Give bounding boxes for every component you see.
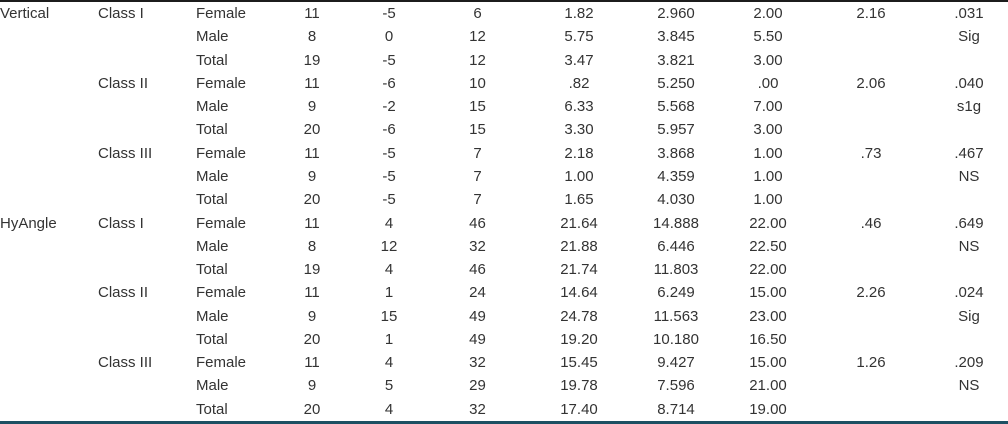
cell-n: 11 xyxy=(304,74,320,92)
cell-n: 20 xyxy=(303,330,321,348)
cell-n: 19 xyxy=(303,51,321,69)
cell-p-value: NS xyxy=(958,167,980,185)
cell-maximum: 24 xyxy=(469,284,486,302)
cell-t-value xyxy=(812,374,930,397)
table-row xyxy=(0,95,1008,118)
cell-std-deviation: 2.960 xyxy=(657,5,695,23)
cell-class-label: Class II xyxy=(98,74,149,92)
cell-median: 15.00 xyxy=(749,284,787,302)
cell-variable: Vertical xyxy=(0,5,50,23)
table-row xyxy=(0,235,1008,258)
cell-median: 22.50 xyxy=(749,237,787,255)
cell-p-value: .209 xyxy=(954,354,984,372)
cell-class-label xyxy=(98,304,196,327)
cell-maximum: 7 xyxy=(473,191,482,209)
cell-p-value: .031 xyxy=(954,5,984,23)
cell-median: 22.00 xyxy=(749,261,787,279)
cell-t-value: 2.26 xyxy=(856,284,886,302)
cell-p-value: .649 xyxy=(954,214,984,232)
cell-sex-group: Female xyxy=(196,284,247,302)
cell-sex-group: Male xyxy=(196,307,229,325)
cell-n: 19 xyxy=(303,261,321,279)
cell-class-label: Class II xyxy=(98,284,149,302)
cell-minimum: 4 xyxy=(384,400,394,418)
cell-median: 3.00 xyxy=(753,121,783,139)
cell-minimum: 4 xyxy=(384,354,394,372)
cell-mean: 19.78 xyxy=(560,377,598,395)
table-body xyxy=(0,2,1008,421)
cell-p-value: .467 xyxy=(954,144,984,162)
cell-n: 8 xyxy=(307,28,317,46)
cell-median: 3.00 xyxy=(753,51,783,69)
table-row xyxy=(0,398,1008,421)
cell-std-deviation: 4.359 xyxy=(657,167,695,185)
cell-median: .00 xyxy=(757,74,779,92)
table-row xyxy=(0,72,1008,95)
cell-sex-group: Total xyxy=(196,191,228,209)
cell-std-deviation: 3.868 xyxy=(657,144,695,162)
cell-p-value xyxy=(930,188,1008,211)
cell-p-value xyxy=(930,328,1008,351)
cell-class-label: Class III xyxy=(98,354,153,372)
table-row xyxy=(0,258,1008,281)
cell-median: 23.00 xyxy=(749,307,787,325)
cell-t-value xyxy=(812,398,930,421)
cell-n: 8 xyxy=(307,237,317,255)
cell-sex-group: Total xyxy=(196,121,228,139)
cell-variable xyxy=(0,25,98,48)
table-row xyxy=(0,374,1008,397)
cell-p-value xyxy=(930,258,1008,281)
cell-t-value xyxy=(812,25,930,48)
cell-variable: HyAngle xyxy=(0,214,57,232)
cell-n: 11 xyxy=(304,284,320,302)
cell-t-value xyxy=(812,258,930,281)
cell-variable xyxy=(0,118,98,141)
cell-maximum: 46 xyxy=(469,214,486,232)
cell-median: 21.00 xyxy=(749,377,787,395)
cell-minimum: 12 xyxy=(380,237,398,255)
cell-minimum: -5 xyxy=(382,144,396,162)
cell-t-value xyxy=(812,95,930,118)
cell-maximum: 32 xyxy=(469,237,486,255)
cell-class-label xyxy=(98,118,196,141)
cell-variable xyxy=(0,304,98,327)
cell-n: 20 xyxy=(303,121,321,139)
table-row xyxy=(0,49,1008,72)
cell-median: 2.00 xyxy=(753,5,783,23)
cell-minimum: -2 xyxy=(382,98,396,116)
cell-maximum: 12 xyxy=(469,51,486,69)
cell-maximum: 32 xyxy=(469,354,486,372)
cell-t-value: .73 xyxy=(860,144,882,162)
cell-std-deviation: 10.180 xyxy=(653,330,699,348)
cell-minimum: -6 xyxy=(382,74,396,92)
cell-mean: 19.20 xyxy=(560,330,598,348)
cell-mean: 21.88 xyxy=(560,237,598,255)
cell-n: 9 xyxy=(307,377,317,395)
cell-p-value: Sig xyxy=(958,307,980,325)
table-row xyxy=(0,142,1008,165)
cell-n: 20 xyxy=(303,191,321,209)
table-row xyxy=(0,165,1008,188)
cell-minimum: -5 xyxy=(382,5,396,23)
cell-p-value: Sig xyxy=(958,28,980,46)
cell-median: 1.00 xyxy=(753,191,783,209)
cell-class-label xyxy=(98,328,196,351)
cell-sex-group: Male xyxy=(196,167,229,185)
cell-std-deviation: 3.845 xyxy=(657,28,695,46)
cell-std-deviation: 14.888 xyxy=(653,214,699,232)
cell-median: 5.50 xyxy=(753,28,783,46)
cell-mean: 21.64 xyxy=(560,214,598,232)
cell-t-value: .46 xyxy=(860,214,882,232)
cell-variable xyxy=(0,165,98,188)
cell-mean: 14.64 xyxy=(560,284,598,302)
cell-n: 11 xyxy=(304,5,320,23)
cell-median: 22.00 xyxy=(749,214,787,232)
cell-variable xyxy=(0,351,98,374)
cell-p-value xyxy=(930,49,1008,72)
cell-mean: .82 xyxy=(568,74,590,92)
table-row xyxy=(0,211,1008,234)
cell-variable xyxy=(0,49,98,72)
cell-mean: 17.40 xyxy=(560,400,598,418)
cell-t-value xyxy=(812,118,930,141)
cell-mean: 1.82 xyxy=(564,5,594,23)
cell-mean: 3.47 xyxy=(564,51,594,69)
cell-maximum: 46 xyxy=(469,261,486,279)
cell-mean: 15.45 xyxy=(560,354,598,372)
cell-maximum: 49 xyxy=(469,330,486,348)
cell-p-value: NS xyxy=(958,377,980,395)
cell-class-label xyxy=(98,25,196,48)
cell-median: 15.00 xyxy=(749,354,787,372)
cell-sex-group: Female xyxy=(196,74,247,92)
cell-median: 1.00 xyxy=(753,144,783,162)
cell-class-label xyxy=(98,398,196,421)
table-row xyxy=(0,188,1008,211)
cell-p-value xyxy=(930,118,1008,141)
cell-variable xyxy=(0,72,98,95)
table-row xyxy=(0,281,1008,304)
cell-variable xyxy=(0,328,98,351)
cell-sex-group: Male xyxy=(196,98,229,116)
cell-minimum: 4 xyxy=(384,261,394,279)
cell-std-deviation: 5.957 xyxy=(657,121,695,139)
cell-median: 1.00 xyxy=(753,167,783,185)
cell-maximum: 29 xyxy=(469,377,486,395)
cell-sex-group: Female xyxy=(196,144,247,162)
cell-minimum: -5 xyxy=(382,191,396,209)
cell-mean: 1.00 xyxy=(564,167,594,185)
table-row xyxy=(0,328,1008,351)
cell-p-value: NS xyxy=(958,237,980,255)
cell-class-label xyxy=(98,188,196,211)
cell-maximum: 32 xyxy=(469,400,486,418)
cell-sex-group: Total xyxy=(196,51,228,69)
cell-t-value xyxy=(812,328,930,351)
cell-sex-group: Female xyxy=(196,5,247,23)
cell-minimum: -6 xyxy=(382,121,396,139)
cell-std-deviation: 5.568 xyxy=(657,98,695,116)
cell-class-label xyxy=(98,374,196,397)
cell-median: 19.00 xyxy=(749,400,787,418)
cell-maximum: 15 xyxy=(469,121,486,139)
cell-t-value: 1.26 xyxy=(856,354,886,372)
cell-std-deviation: 9.427 xyxy=(657,354,695,372)
cell-n: 11 xyxy=(304,144,320,162)
cell-maximum: 15 xyxy=(469,98,486,116)
cell-variable xyxy=(0,142,98,165)
cell-mean: 24.78 xyxy=(560,307,598,325)
cell-minimum: 1 xyxy=(384,284,394,302)
cell-median: 16.50 xyxy=(749,330,787,348)
cell-t-value xyxy=(812,235,930,258)
cell-n: 9 xyxy=(307,98,317,116)
cell-n: 9 xyxy=(307,307,317,325)
cell-sex-group: Total xyxy=(196,330,228,348)
cell-n: 11 xyxy=(304,214,320,232)
cell-sex-group: Male xyxy=(196,28,229,46)
cell-p-value xyxy=(930,398,1008,421)
table-row xyxy=(0,2,1008,25)
cell-mean: 5.75 xyxy=(564,28,594,46)
cell-t-value: 2.06 xyxy=(856,74,886,92)
cell-n: 11 xyxy=(304,354,320,372)
cell-p-value: .040 xyxy=(954,74,984,92)
cell-std-deviation: 6.446 xyxy=(657,237,695,255)
cell-variable xyxy=(0,374,98,397)
cell-class-label: Class III xyxy=(98,144,153,162)
cell-class-label xyxy=(98,235,196,258)
cell-mean: 21.74 xyxy=(560,261,598,279)
cell-class-label: Class I xyxy=(98,5,144,23)
cell-minimum: 5 xyxy=(384,377,394,395)
cell-minimum: 1 xyxy=(384,330,394,348)
cell-maximum: 10 xyxy=(469,74,486,92)
cell-sex-group: Total xyxy=(196,400,228,418)
cell-sex-group: Male xyxy=(196,237,229,255)
cell-variable xyxy=(0,281,98,304)
cell-t-value xyxy=(812,49,930,72)
cell-variable xyxy=(0,258,98,281)
statistics-table xyxy=(0,2,1008,421)
cell-minimum: -5 xyxy=(382,167,396,185)
cell-variable xyxy=(0,95,98,118)
table-row xyxy=(0,351,1008,374)
cell-t-value xyxy=(812,304,930,327)
table-row xyxy=(0,25,1008,48)
cell-mean: 3.30 xyxy=(564,121,594,139)
cell-t-value xyxy=(812,188,930,211)
cell-minimum: 15 xyxy=(380,307,398,325)
cell-t-value xyxy=(812,165,930,188)
cell-std-deviation: 5.250 xyxy=(657,74,695,92)
cell-mean: 6.33 xyxy=(564,98,594,116)
cell-class-label xyxy=(98,95,196,118)
cell-class-label xyxy=(98,49,196,72)
cell-variable xyxy=(0,398,98,421)
cell-sex-group: Female xyxy=(196,354,247,372)
cell-std-deviation: 3.821 xyxy=(657,51,695,69)
cell-maximum: 49 xyxy=(469,307,486,325)
table-row xyxy=(0,304,1008,327)
cell-std-deviation: 8.714 xyxy=(657,400,695,418)
cell-std-deviation: 11.803 xyxy=(653,261,699,279)
cell-maximum: 6 xyxy=(473,5,482,23)
cell-n: 9 xyxy=(307,167,317,185)
cell-minimum: -5 xyxy=(382,51,396,69)
cell-p-value: s1g xyxy=(956,98,982,116)
table-row xyxy=(0,118,1008,141)
cell-variable xyxy=(0,188,98,211)
cell-sex-group: Female xyxy=(196,214,247,232)
cell-std-deviation: 11.563 xyxy=(653,307,699,325)
cell-median: 7.00 xyxy=(753,98,783,116)
cell-class-label: Class I xyxy=(98,214,144,232)
cell-mean: 1.65 xyxy=(564,191,594,209)
cell-sex-group: Total xyxy=(196,261,228,279)
cell-t-value: 2.16 xyxy=(856,5,886,23)
cell-maximum: 12 xyxy=(469,28,486,46)
cell-sex-group: Male xyxy=(196,377,229,395)
cell-variable xyxy=(0,235,98,258)
cell-n: 20 xyxy=(303,400,321,418)
cell-maximum: 7 xyxy=(473,144,482,162)
cell-minimum: 0 xyxy=(384,28,394,46)
cell-std-deviation: 4.030 xyxy=(657,191,695,209)
cell-p-value: .024 xyxy=(954,284,984,302)
cell-std-deviation: 6.249 xyxy=(657,284,695,302)
cell-maximum: 7 xyxy=(473,167,482,185)
cell-mean: 2.18 xyxy=(564,144,594,162)
cell-class-label xyxy=(98,258,196,281)
cell-class-label xyxy=(98,165,196,188)
cell-minimum: 4 xyxy=(384,214,394,232)
cell-std-deviation: 7.596 xyxy=(657,377,695,395)
